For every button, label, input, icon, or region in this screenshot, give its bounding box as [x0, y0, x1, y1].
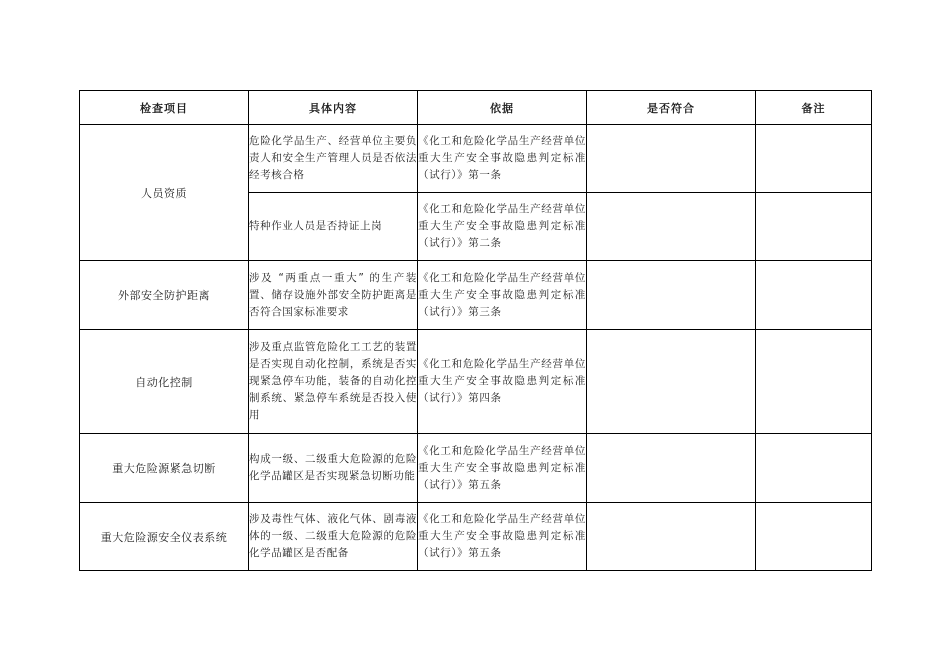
content-text: 涉及 “两重点一重大” 的生产装置、储存设施外部安全防护距离是否符合国家标准要求: [249, 271, 417, 318]
header-inspection-item: 检查项目: [80, 91, 249, 125]
header-remarks: 备注: [756, 91, 872, 125]
compliance-cell[interactable]: [587, 261, 756, 330]
basis-cell: [418, 125, 587, 193]
remarks-cell[interactable]: [756, 434, 872, 503]
basis-cell: [418, 503, 587, 571]
compliance-cell[interactable]: [587, 193, 756, 261]
compliance-cell[interactable]: [587, 125, 756, 193]
table-row: [80, 503, 872, 571]
table-row: [80, 330, 872, 434]
remarks-cell[interactable]: [756, 125, 872, 193]
remarks-cell[interactable]: [756, 330, 872, 434]
compliance-cell[interactable]: [587, 330, 756, 434]
item-cell: [80, 261, 249, 330]
compliance-cell[interactable]: [587, 434, 756, 503]
basis-text: 《化工和危险化学品生产经营单位重大生产安全事故隐患判定标准（试行）》第五条: [418, 444, 586, 491]
content-cell: [249, 261, 418, 330]
item-label: 重大危险源安全仪表系统: [100, 530, 228, 544]
header-basis: 依据: [418, 91, 587, 125]
basis-cell: [418, 261, 587, 330]
remarks-cell[interactable]: [756, 261, 872, 330]
table-header-row: [80, 91, 872, 125]
content-cell: [249, 503, 418, 571]
item-cell: [80, 503, 249, 571]
item-label: 外部安全防护距离: [118, 289, 210, 302]
item-cell: [80, 125, 249, 261]
item-label: 人员资质: [141, 186, 187, 200]
basis-text: 《化工和危险化学品生产经营单位重大生产安全事故隐患判定标准（试行）》第三条: [418, 271, 586, 318]
content-text: 构成一级、二级重大危险源的危险化学品罐区是否实现紧急切断功能: [249, 453, 417, 482]
basis-text: 《化工和危险化学品生产经营单位重大生产安全事故隐患判定标准（试行）》第五条: [418, 513, 586, 559]
content-text: 涉及毒性气体、液化气体、剧毒液体的一级、二级重大危险源的危险化学品罐区是否配备: [249, 513, 417, 559]
basis-cell: [418, 434, 587, 503]
compliance-cell[interactable]: [587, 503, 756, 571]
content-cell: [249, 330, 418, 434]
header-specific-content: 具体内容: [249, 91, 418, 125]
item-cell: [80, 434, 249, 503]
remarks-cell[interactable]: [756, 503, 872, 571]
table-row: [80, 261, 872, 330]
content-cell: [249, 434, 418, 503]
basis-cell: [418, 193, 587, 261]
content-cell: [249, 193, 418, 261]
content-text: 危险化学品生产、经营单位主要负责人和安全生产管理人员是否依法经考核合格: [249, 135, 417, 181]
item-label: 自动化控制: [135, 375, 193, 389]
item-label: 重大危险源紧急切断: [112, 462, 216, 475]
content-text: 特种作业人员是否持证上岗: [249, 220, 383, 232]
basis-text: 《化工和危险化学品生产经营单位重大生产安全事故隐患判定标准（试行）》第四条: [418, 358, 586, 404]
item-cell: [80, 330, 249, 434]
basis-text: 《化工和危险化学品生产经营单位重大生产安全事故隐患判定标准（试行）》第一条: [418, 135, 586, 181]
remarks-cell[interactable]: [756, 193, 872, 261]
header-compliance: 是否符合: [587, 91, 756, 125]
content-text: 涉及重点监管危险化工工艺的装置是否实现自动化控制，系统是否实现紧急停车功能，装备的自动化控制系统、紧急停车系统是否投入使用: [249, 341, 417, 421]
table-row: [80, 434, 872, 503]
table-row: [80, 125, 872, 193]
inspection-checklist-table: [79, 90, 872, 571]
content-cell: [249, 125, 418, 193]
basis-cell: [418, 330, 587, 434]
basis-text: 《化工和危险化学品生产经营单位重大生产安全事故隐患判定标准（试行）》第二条: [418, 203, 586, 249]
